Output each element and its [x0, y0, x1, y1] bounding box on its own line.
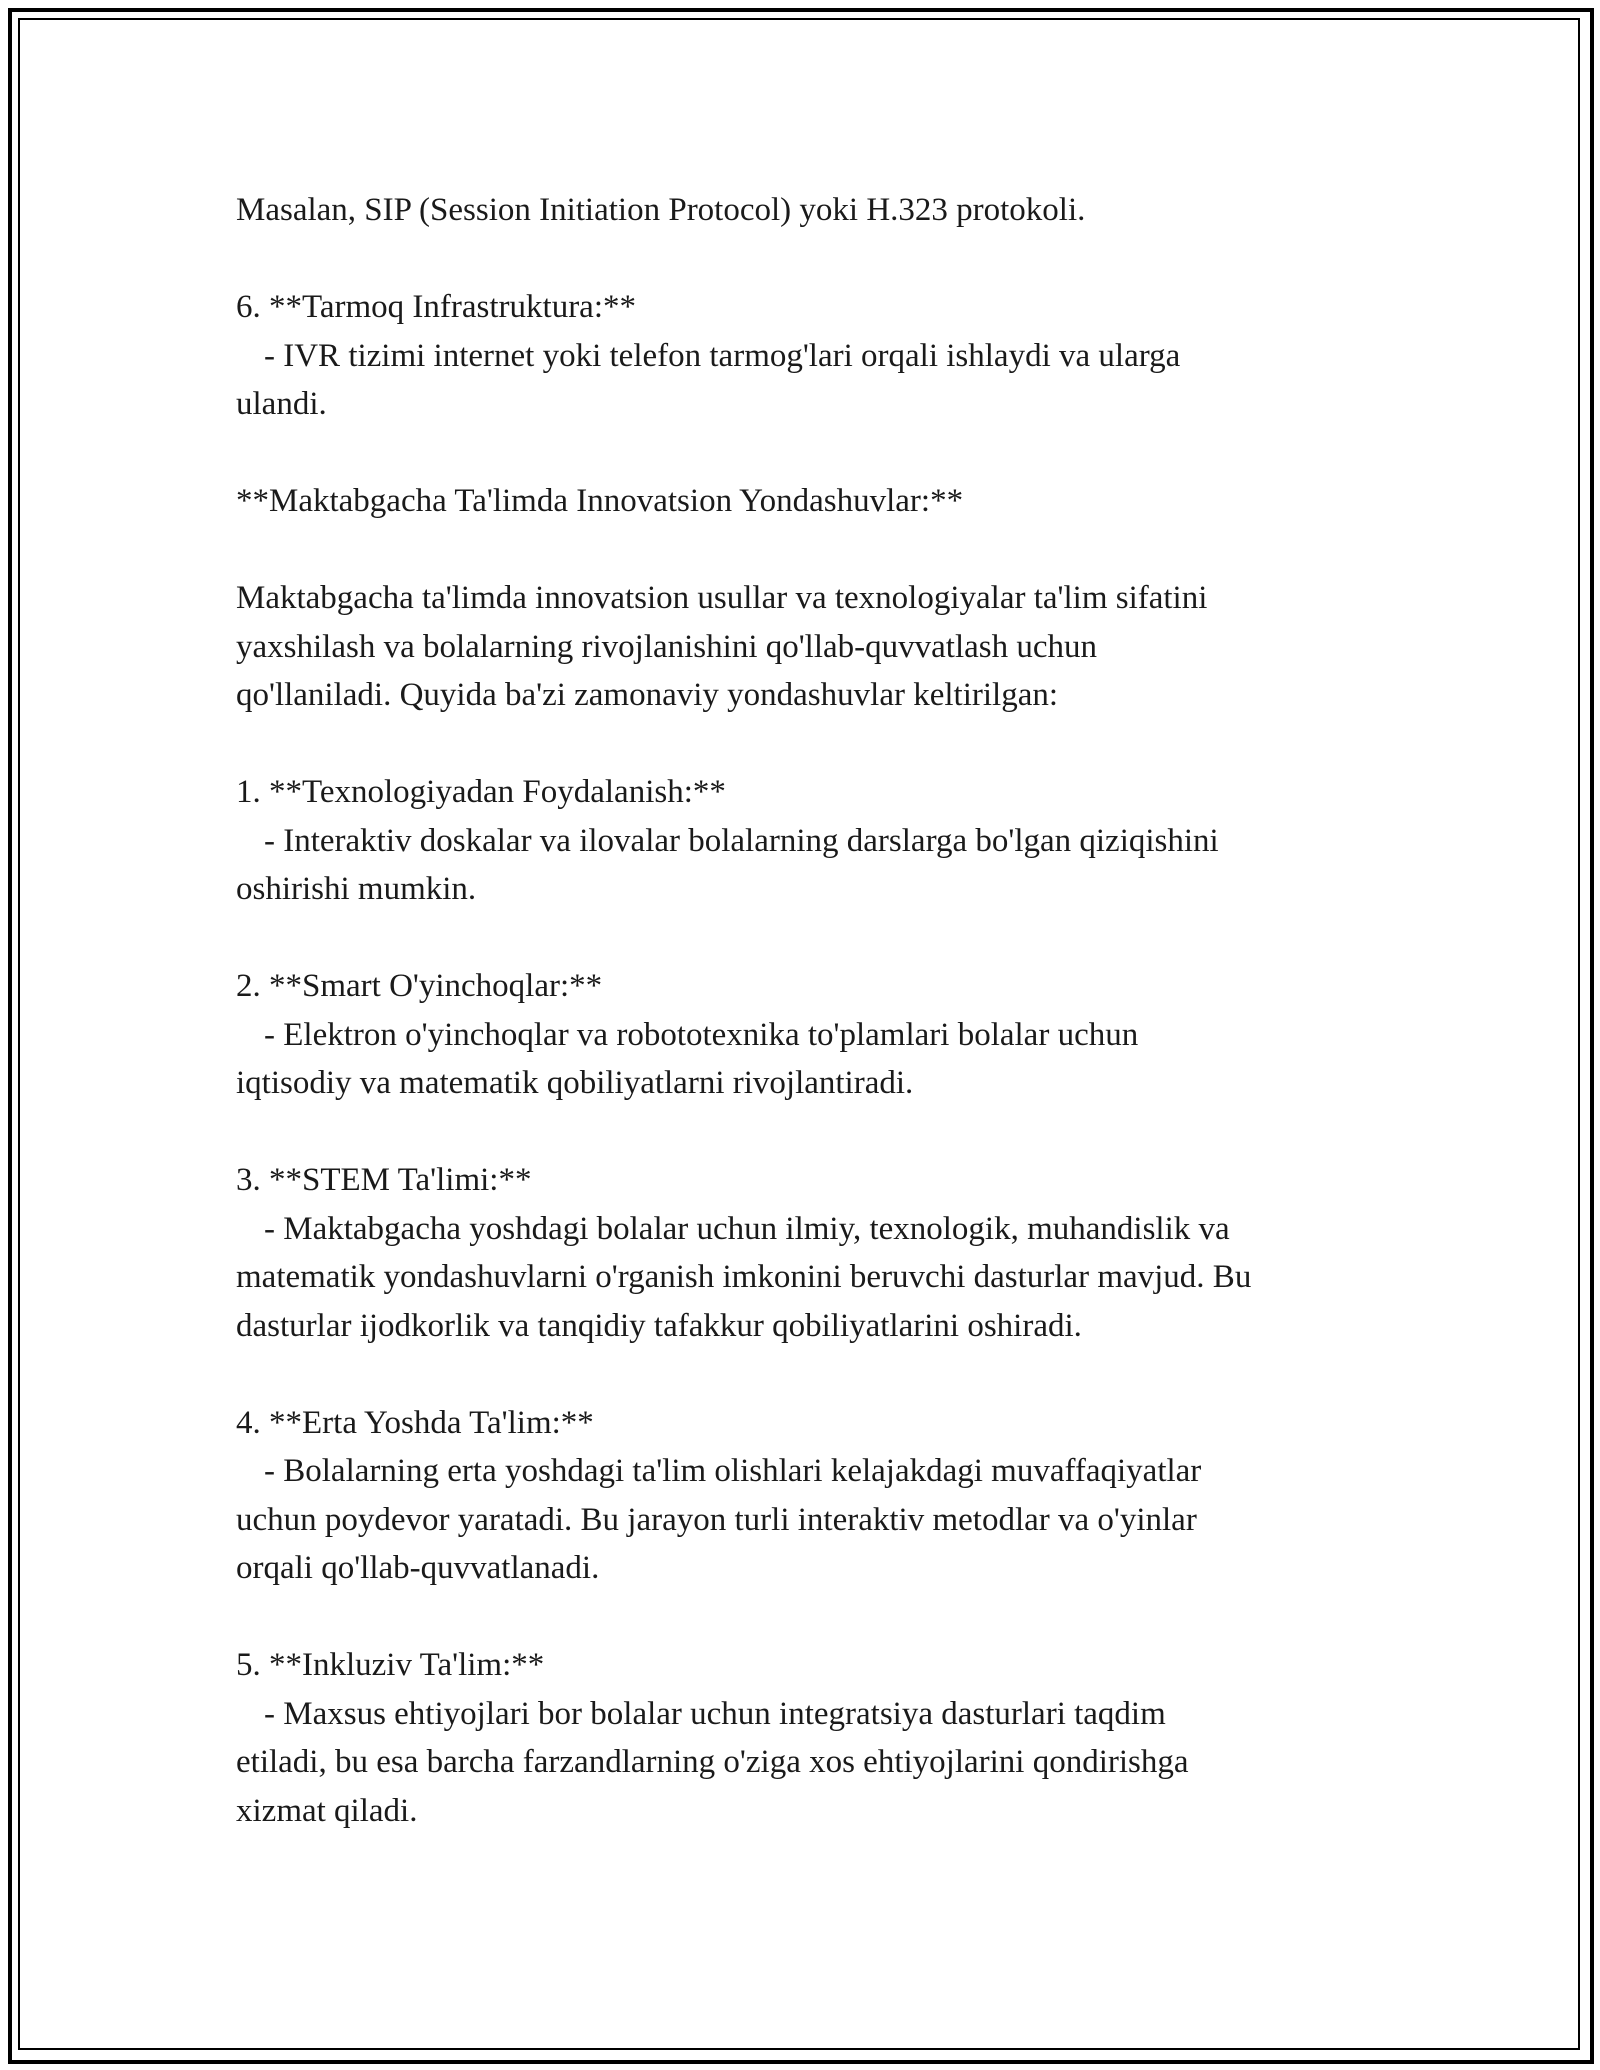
text-line: oshirishi mumkin. — [236, 871, 477, 907]
section-heading: 3. **STEM Ta'limi:** — [236, 1162, 532, 1198]
bullet-line — [236, 1011, 1386, 1060]
bullet-line — [236, 1205, 1386, 1254]
bullet-line — [236, 1690, 1386, 1739]
text-line: Masalan, SIP (Session Initiation Protocol) yoki H.323 protokoli. — [236, 192, 1086, 228]
blank-line — [236, 526, 1386, 575]
bullet-text: - IVR tizimi internet yoki telefon tarmog'lari orqali ishlaydi va ularga — [264, 337, 1181, 374]
bullet-text: - Bolalarning erta yoshdagi ta'lim olishlari kelajakdagi muvaffaqiyatlar — [264, 1453, 1202, 1489]
text-line: orqali qo'llab-quvvatlanadi. — [236, 1550, 600, 1586]
section-heading: 6. **Tarmoq Infrastruktura:** — [236, 289, 636, 325]
bullet-text: - Elektron o'yinchoqlar va robototexnika to'plamlari bolalar uchun — [264, 1016, 1139, 1053]
bullet-text: - Maxsus ehtiyojlari bor bolalar uchun integratsiya dasturlari taqdim — [264, 1695, 1166, 1732]
blank-line — [236, 720, 1386, 769]
text-line: uchun poydevor yaratadi. Bu jarayon turli interaktiv metodlar va o'yinlar — [236, 1501, 1197, 1538]
text-line: etiladi, bu esa barcha farzandlarning o'ziga xos ehtiyojlarini qondirishga — [236, 1744, 1189, 1780]
bullet-text: - Maktabgacha yoshdagi bolalar uchun ilmiy, texnologik, muhandislik va — [264, 1210, 1230, 1247]
blank-line — [236, 235, 1386, 284]
text-line: xizmat qiladi. — [236, 1792, 418, 1829]
document-body — [236, 186, 1386, 1835]
text-line: dasturlar ijodkorlik va tanqidiy tafakkur qobiliyatlarini oshiradi. — [236, 1307, 1082, 1344]
blank-line — [236, 1350, 1386, 1399]
blank-line — [236, 429, 1386, 478]
bullet-text: - Interaktiv doskalar va ilovalar bolalarning darslarga bo'lgan qiziqishini — [264, 822, 1219, 859]
text-line: ulandi. — [236, 386, 327, 422]
blank-line — [236, 914, 1386, 963]
bullet-line — [236, 1447, 1386, 1496]
text-line: qo'llaniladi. Quyida ba'zi zamonaviy yondashuvlar keltirilgan: — [236, 677, 1059, 713]
section-heading: **Maktabgacha Ta'limda Innovatsion Yondashuvlar:** — [236, 483, 964, 519]
blank-line — [236, 1593, 1386, 1642]
text-line: iqtisodiy va matematik qobiliyatlarni rivojlantiradi. — [236, 1065, 914, 1101]
bullet-line — [236, 817, 1386, 866]
text-line: yaxshilash va bolalarning rivojlanishini qo'llab-quvvatlash uchun — [236, 628, 1098, 665]
section-heading: 1. **Texnologiyadan Foydalanish:** — [236, 774, 726, 810]
bullet-line — [236, 332, 1386, 381]
section-heading: 4. **Erta Yoshda Ta'lim:** — [236, 1404, 594, 1441]
text-line: Maktabgacha ta'limda innovatsion usullar va texnologiyalar ta'lim sifatini — [236, 580, 1208, 616]
section-heading: 5. **Inkluziv Ta'lim:** — [236, 1647, 545, 1683]
section-heading: 2. **Smart O'yinchoqlar:** — [236, 968, 603, 1004]
text-line: matematik yondashuvlarni o'rganish imkonini beruvchi dasturlar mavjud. Bu — [236, 1259, 1252, 1295]
blank-line — [236, 1108, 1386, 1157]
